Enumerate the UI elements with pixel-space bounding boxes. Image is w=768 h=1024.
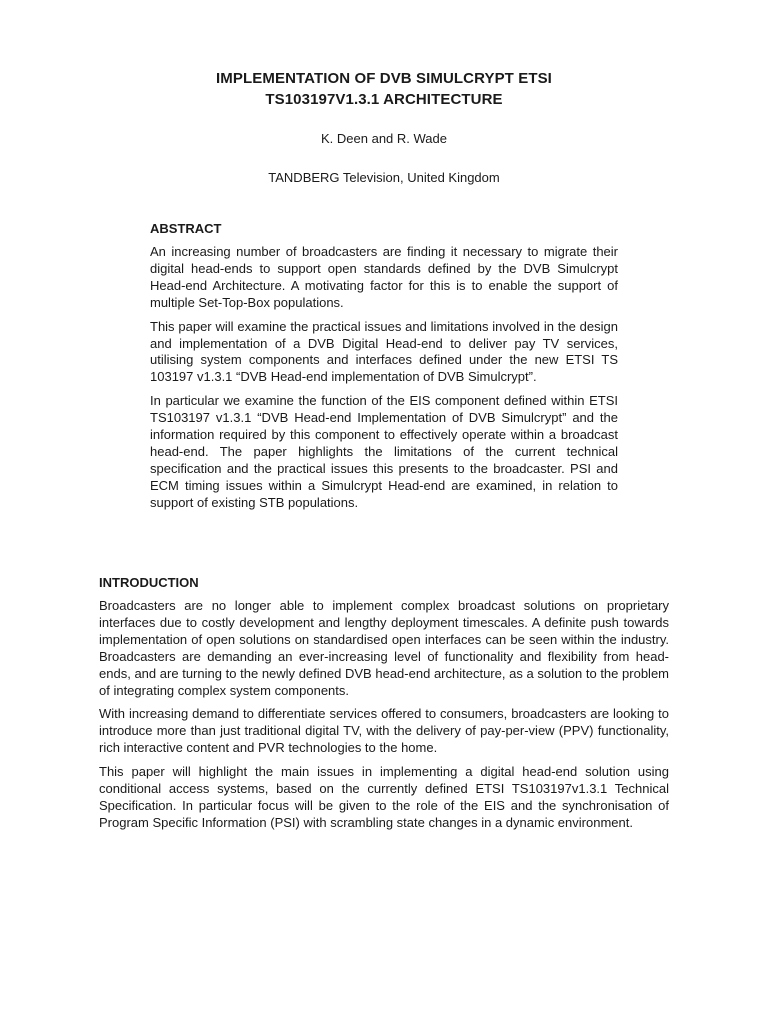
- introduction-paragraph: Broadcasters are no longer able to implement complex broadcast solutions on proprietary interfaces due to costly development and lengthy deployment timescales. A definite push towards implementation of open solutions on standardised open interfaces can be seen within the industry. Broadcasters are demanding an ever-increasing level of functionality and flexibility from head-ends, and are turning to the newly defined DVB head-end architecture, as a solution to the problem of integrating complex system components.: [99, 598, 669, 698]
- paper-affiliation: TANDBERG Television, United Kingdom: [268, 170, 500, 185]
- abstract-paragraph: This paper will examine the practical issues and limitations involved in the design and implementation of a DVB Digital Head-end to deliver pay TV services, utilising system components and interfaces defined under the new ETSI TS 103197 v1.3.1 “DVB Head-end implementation of DVB Simulcrypt”.: [150, 318, 618, 385]
- paper-title-line-2: TS103197V1.3.1 ARCHITECTURE: [265, 91, 503, 108]
- paper-authors: K. Deen and R. Wade: [321, 131, 447, 146]
- abstract-heading: ABSTRACT: [150, 221, 222, 236]
- introduction-paragraph: With increasing demand to differentiate services offered to consumers, broadcasters are looking to introduce more than just traditional digital TV, with the delivery of pay-per-view (PPV) functionality, rich interactive content and PVR technologies to the home.: [99, 706, 669, 756]
- paper-title: [0, 68, 768, 110]
- introduction-section: [99, 574, 669, 839]
- introduction-heading: INTRODUCTION: [99, 575, 199, 590]
- abstract-paragraph: An increasing number of broadcasters are finding it necessary to migrate their digital head-ends to support open standards defined by the DVB Simulcrypt Head-end Architecture. A motivating factor for this is to enable the support of multiple Set-Top-Box populations.: [150, 244, 618, 310]
- paper-title-line-1: IMPLEMENTATION OF DVB SIMULCRYPT ETSI: [216, 70, 552, 87]
- abstract-section: [150, 220, 618, 519]
- abstract-paragraph: In particular we examine the function of the EIS component defined within ETSI TS103197 v1.3.1 “DVB Head-end Implementation of DVB Simulcrypt” and the information required by this component to effectively operate within a broadcast head-end. The paper highlights the limitations of the current technical specification and the practical issues this presents to the broadcaster. PSI and ECM timing issues within a Simulcrypt Head-end are examined, in relation to support of existing STB populations.: [150, 393, 618, 510]
- introduction-paragraph: This paper will highlight the main issues in implementing a digital head-end solution using conditional access systems, based on the currently defined ETSI TS103197v1.3.1 Technical Specification. In particular focus will be given to the role of the EIS and the synchronisation of Program Specific Information (PSI) with scrambling state changes in a dynamic environment.: [99, 764, 669, 830]
